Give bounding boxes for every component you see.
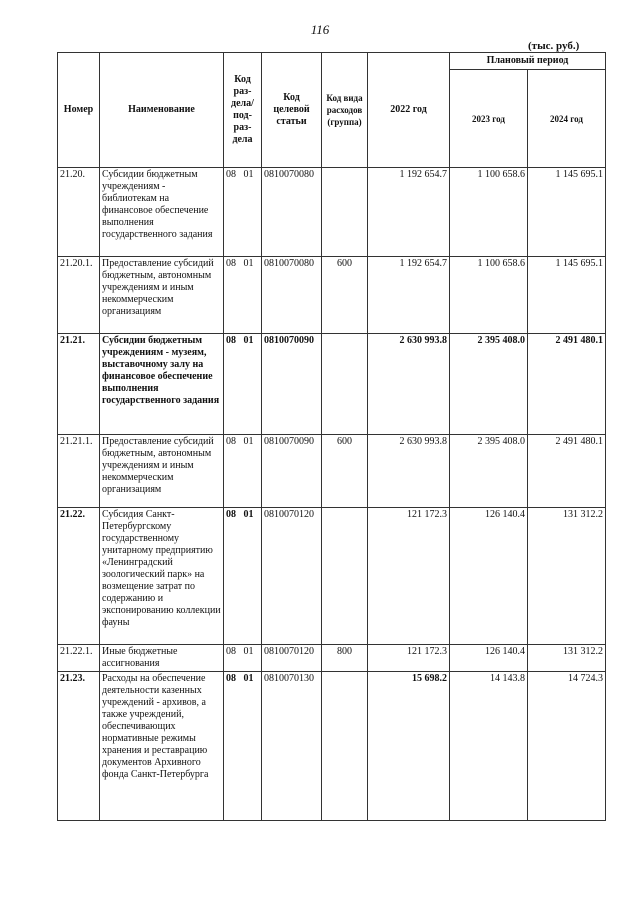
row-nomer: 21.22. (58, 508, 100, 645)
row-kvr (322, 168, 368, 257)
row-name: Иные бюджетные ассигнования (100, 645, 224, 672)
table-row (58, 334, 606, 435)
row-nomer: 21.20. (58, 168, 100, 257)
row-2022: 15 698.2 (368, 672, 450, 821)
row-2022: 1 192 654.7 (368, 168, 450, 257)
row-kcs: 0810070090 (262, 435, 322, 508)
header-kod-celevoy: Код целевой статьи (262, 53, 322, 168)
row-2023: 1 100 658.6 (450, 168, 528, 257)
row-2023: 1 100 658.6 (450, 257, 528, 334)
row-nomer: 21.20.1. (58, 257, 100, 334)
row-kvr: 800 (322, 645, 368, 672)
header-kod-razdela: Код раз-дела/ под-раз-дела (224, 53, 262, 168)
row-nomer: 21.23. (58, 672, 100, 821)
row-name: Субсидия Санкт-Петербургскому государственному унитарному предприятию «Ленинградский зоологический парк» на возмещение затрат по содержанию и экспонированию коллекции фауны (100, 508, 224, 645)
row-2024: 131 312.2 (528, 645, 606, 672)
table-row (58, 508, 606, 645)
row-2024: 2 491 480.1 (528, 334, 606, 435)
row-2022: 1 192 654.7 (368, 257, 450, 334)
row-razdel: 08 01 (224, 672, 262, 821)
row-kcs: 0810070120 (262, 645, 322, 672)
row-razdel: 08 01 (224, 168, 262, 257)
page-number: 116 (310, 22, 330, 37)
row-2024: 2 491 480.1 (528, 435, 606, 508)
row-2024: 14 724.3 (528, 672, 606, 821)
row-2022: 121 172.3 (368, 508, 450, 645)
row-name: Субсидии бюджетным учреждениям - музеям, выставочному залу на финансовое обеспечение выполнения государственного задания (100, 334, 224, 435)
row-razdel: 08 01 (224, 645, 262, 672)
row-kvr (322, 672, 368, 821)
row-kcs: 0810070080 (262, 168, 322, 257)
row-razdel: 08 01 (224, 435, 262, 508)
row-2024: 131 312.2 (528, 508, 606, 645)
row-razdel: 08 01 (224, 257, 262, 334)
header-nomer: Номер (58, 53, 100, 168)
row-nomer: 21.22.1. (58, 645, 100, 672)
row-kcs: 0810070120 (262, 508, 322, 645)
table-row (58, 168, 606, 257)
row-kcs: 0810070090 (262, 334, 322, 435)
row-2023: 14 143.8 (450, 672, 528, 821)
table-row (58, 257, 606, 334)
row-nomer: 21.21.1. (58, 435, 100, 508)
row-name: Субсидии бюджетным учреждениям - библиотекам на финансовое обеспечение выполнения государственного задания (100, 168, 224, 257)
row-2023: 2 395 408.0 (450, 334, 528, 435)
budget-table (57, 52, 606, 821)
header-kod-vida: Код вида расходов (группа) (322, 53, 368, 168)
row-2022: 121 172.3 (368, 645, 450, 672)
table-row (58, 645, 606, 672)
row-kvr: 600 (322, 435, 368, 508)
units-label: (тыс. руб.) (528, 40, 580, 52)
row-2023: 126 140.4 (450, 645, 528, 672)
row-2024: 1 145 695.1 (528, 257, 606, 334)
row-2023: 2 395 408.0 (450, 435, 528, 508)
header-2023: 2023 год (450, 70, 528, 168)
row-razdel: 08 01 (224, 508, 262, 645)
table-row (58, 435, 606, 508)
row-kvr: 600 (322, 257, 368, 334)
header-planovy: Плановый период (450, 53, 606, 70)
row-2023: 126 140.4 (450, 508, 528, 645)
row-name: Предоставление субсидий бюджетным, автономным учреждениям и иным некоммерческим организациям (100, 257, 224, 334)
row-razdel: 08 01 (224, 334, 262, 435)
row-nomer: 21.21. (58, 334, 100, 435)
row-name: Расходы на обеспечение деятельности казенных учреждений - архивов, а также учреждений, обеспечивающих нормативные режимы хранения и реставрацию документов Архивного фонда Санкт-Петербурга (100, 672, 224, 821)
row-name: Предоставление субсидий бюджетным, автономным учреждениям и иным некоммерческим организациям (100, 435, 224, 508)
header-2022: 2022 год (368, 53, 450, 168)
header-2024: 2024 год (528, 70, 606, 168)
row-kvr (322, 334, 368, 435)
row-2024: 1 145 695.1 (528, 168, 606, 257)
row-kcs: 0810070080 (262, 257, 322, 334)
header-naimenovanie: Наименование (100, 53, 224, 168)
row-2022: 2 630 993.8 (368, 435, 450, 508)
row-2022: 2 630 993.8 (368, 334, 450, 435)
row-kvr (322, 508, 368, 645)
header-row-1 (58, 53, 606, 70)
table-row (58, 672, 606, 821)
row-kcs: 0810070130 (262, 672, 322, 821)
